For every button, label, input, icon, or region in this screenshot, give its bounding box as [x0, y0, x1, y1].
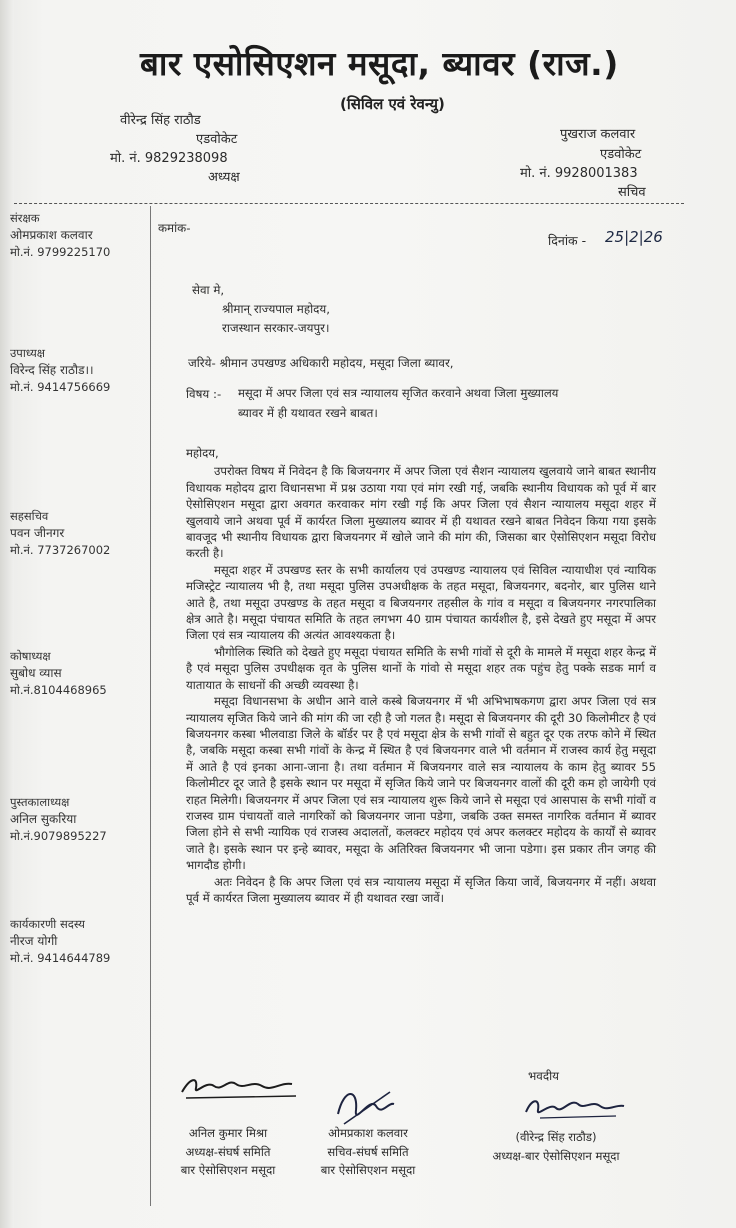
date-value: 25|2|26 [605, 228, 663, 246]
signatory-1-name: अनिल कुमार मिश्रा [188, 1126, 268, 1140]
scan-edge-shadow [0, 0, 14, 1228]
sidebar-member-mobile: मो.नं. 9414644789 [10, 951, 111, 965]
sidebar-member-name: विरेन्द सिंह राठौड।। [10, 363, 94, 377]
body-paragraph: भौगोलिक स्थिति को देखते हुए मसूदा पंचायत समिति के सभी गांवों से दूरी के मामले में मसूदा शहर केन्द्र में है एवं मसूदा पुलिस उपधीक्षक वृत के पुलिस थानों के गांवो से मसूदा शहर तक पहुंच हेतु पक्के सडक मार्ग व यातायात के साधनों की अच्छी व्यवस्था है। [186, 644, 656, 692]
signatory-2 [298, 1124, 438, 1180]
sidebar-divider [150, 206, 151, 1206]
sidebar-member-role: संरक्षक [10, 211, 40, 225]
right-person-role: सचिव [618, 185, 646, 200]
body-paragraph: मसूदा शहर में उपखण्ड स्तर के सभी कार्यालय एवं उपखण्ड न्यायालय एवं सिविल न्यायाधीश एवं न्यायिक मजिस्ट्रेट न्यायालय भी है, तथा मसूदा पुलिस उपअधीक्षक के तहत मसूदा, बिजयनगर, बदनोर, बार पुलिस थाने आते है, तथा मसूदा उपखण्ड के तहत मसूदा व बिजयनगर तहसील के गांव व मसूदा व बिजयनगर नगरपालिका क्षेत्र आते है। मसूदा पंचायत समिति के तहत लगभग 40 ग्राम पंचायत कार्यशील है, इसे देखते हुए मसूदा में अपर जिला एवं सत्र न्यायालय की अत्यंत आवश्यकता है। [186, 562, 656, 643]
signatory-1-role: अध्यक्ष-संघर्ष समिति [185, 1144, 271, 1159]
right-person-name: पुखराज कलवार [560, 127, 636, 142]
sidebar-member [10, 508, 110, 559]
sidebar-member-role: पुस्तकालाध्यक्ष [10, 795, 70, 809]
seva-me: सेवा मे, [192, 283, 225, 297]
body-paragraph: मसूदा विधानसभा के अधीन आने वाले कस्बे बिजयनगर में भी अभिभाषकगण द्वारा अपर जिला एवं सत्र न्यायालय सृजित किये जाने की मांग की जा रही है जो गलत है। मसूदा से बिजयनगर की दूरी 30 किलोमीटर है एवं बिजयनगर कस्बा भीलवाडा जिले के बॉर्डर पर है एवं मसूदा क्षेत्र के सभी गांवों से बहुत दूर एक तरफ कोने में स्थित है, जबकि मसूदा कस्बा सभी गांवों के केन्द्र में स्थित है एवं बिजयनगर वाले भी वर्तमान में राजस्व कार्य हेतु मसूदा में आते है एवं इनका आना-जाना है। तथा वर्तमान में बिजयनगर वाले सत्र न्यायालय के काम हेतु ब्यावर 55 किलोमीटर दूर जाते है इसके स्थान पर मसूदा में सृजित किये जाने पर बिजयनगर वालों की दूरी कम हो जायेगी एवं राहत मिलेगी। बिजयनगर में अपर जिला एवं सत्र न्यायालय शुरू किये जाने से मसूदा एवं आसपास के सभी गांवों व राजस्व ग्राम पंचायतों वाले नागरिकों को बिजयनगर जाना पडेगा, जबकि उक्त समस्त नागरिक वर्तमान में ब्यावर जिला होने से सभी न्यायिक एवं राजस्व अदालतों, कलक्टर महोदय एवं अपर कलक्टर महोदय के कार्यों से ब्यावर जाते है। इसके स्थान पर इन्हे ब्यावर, मसूदा के अतिरिक्त बिजयनगर भी जाना पडेगा। इस प्रकार तीन जगह की भागदौड होगी। [186, 694, 656, 873]
through-line: जरिये- श्रीमान उपखण्ड अधिकारी महोदय, मसूदा जिला ब्यावर, [188, 356, 454, 370]
greeting: महोदय, [186, 446, 219, 460]
sidebar-member-name: सुबोध व्यास [10, 666, 62, 680]
signatory-3 [466, 1128, 646, 1165]
right-person-designation: एडवोकेट [600, 147, 642, 162]
left-person-role: अध्यक्ष [208, 170, 240, 185]
subject-line-2: ब्यावर में ही यथावत रखने बाबत। [238, 406, 378, 420]
signature-1-handwriting [176, 1070, 316, 1104]
letter-body [186, 445, 656, 906]
sidebar-member-mobile: मो.नं.9079895227 [10, 829, 107, 843]
right-person-mobile: मो. नं. 9928001383 [520, 166, 638, 181]
sidebar-member-mobile: मो.नं.8104468965 [10, 683, 107, 697]
sidebar-member-mobile: मो.नं. 9414756669 [10, 380, 111, 394]
subject-line-1: मसूदा में अपर जिला एवं सत्र न्यायालय सृजित करवाने अथवा जिला मुख्यालय [238, 386, 559, 400]
sidebar-member-name: पवन जीनगर [10, 526, 65, 540]
body-paragraph: उपरोक्त विषय में निवेदन है कि बिजयनगर में अपर जिला एवं सैशन न्यायालय खुलवाये जाने बाबत स्थानीय विधायक महोदय द्वारा विधानसभा में प्रश्न उठाया गया एवं मांग रखी गई, जबकि स्थानीय विधायक को पूर्व में बार ऐसोसिएशन मसूदा द्वारा अवगत करवाकर मांग रखी गई कि अपर जिला एवं सैशन न्यायालय मसूदा शहर में खुलवाये जाने अथवा पूर्व में कार्यरत जिला मुख्यालय ब्यावर में ही यथावत रखने बाबत निवेदन किया गया इसके बावजूद भी स्थानीय विधायक द्वारा बिजयनगर में खोले जाने की मांग की, जिसका बार ऐसोसिएशन मसूदा विरोध करती है। [186, 464, 656, 561]
signatory-1-org: बार ऐसोसिएशन मसूदा [180, 1163, 276, 1177]
address-line-1: श्रीमान् राज्यपाल महोदय, [222, 302, 331, 316]
signatory-2-org: बार ऐसोसिएशन मसूदा [320, 1163, 416, 1177]
signatory-2-role: सचिव-संघर्ष समिति [327, 1144, 409, 1159]
sidebar-member-role: उपाध्यक्ष [10, 346, 46, 360]
signature-3-handwriting [520, 1088, 630, 1128]
left-person-designation: एडवोकेट [196, 132, 238, 147]
letterhead-title: बार एसोसिएशन मसूदा, ब्यावर (राज.) [140, 44, 619, 83]
sidebar-member-name: ओमप्रकाश कलवार [10, 228, 93, 242]
sidebar-member [10, 345, 110, 396]
sidebar-member-role: सहसचिव [10, 509, 49, 523]
letterhead-divider [14, 203, 684, 204]
sidebar-member [10, 916, 110, 967]
subject-label: विषय :- [186, 387, 222, 401]
letterhead-subtitle: (सिविल एवं रेवन्यु) [340, 95, 445, 113]
sidebar-member [10, 794, 107, 845]
body-paragraph: अतः निवेदन है कि अपर जिला एवं सत्र न्यायालय मसूदा में सृजित किया जावें, बिजयनगर में नहीं। अथवा पूर्व में कार्यरत जिला मुख्यालय ब्यावर में ही यथावत रखा जावें। [186, 874, 656, 905]
sidebar-member-name: नीरज योगी [10, 934, 58, 948]
sidebar-member-mobile: मो.नं. 7737267002 [10, 543, 111, 557]
left-person-mobile: मो. नं. 9829238098 [110, 151, 228, 166]
signatory-2-name: ओमप्रकाश कलवार [328, 1126, 408, 1140]
kramank-label: कमांक- [158, 221, 191, 235]
signatory-3-role: अध्यक्ष-बार ऐसोसिएशन मसूदा [492, 1148, 620, 1163]
date-label: दिनांक - [548, 233, 587, 248]
sidebar-member-role: कार्यकारणी सदस्य [10, 917, 85, 931]
sidebar-member-role: कोषाध्यक्ष [10, 649, 51, 663]
sidebar-member [10, 648, 107, 699]
address-line-2: राजस्थान सरकार-जयपुर। [222, 321, 330, 335]
sidebar-member-name: अनिल सुकरिया [10, 812, 77, 826]
closing-bhavdiya: भवदीय [528, 1069, 560, 1083]
signatory-3-name: (वीरेन्द्र सिंह राठौड) [515, 1130, 597, 1144]
sidebar-member-mobile: मो.नं. 9799225170 [10, 245, 111, 259]
signatory-1 [158, 1124, 298, 1180]
left-person-name: वीरेन्द्र सिंह राठौड [120, 113, 201, 128]
sidebar-member [10, 210, 110, 261]
